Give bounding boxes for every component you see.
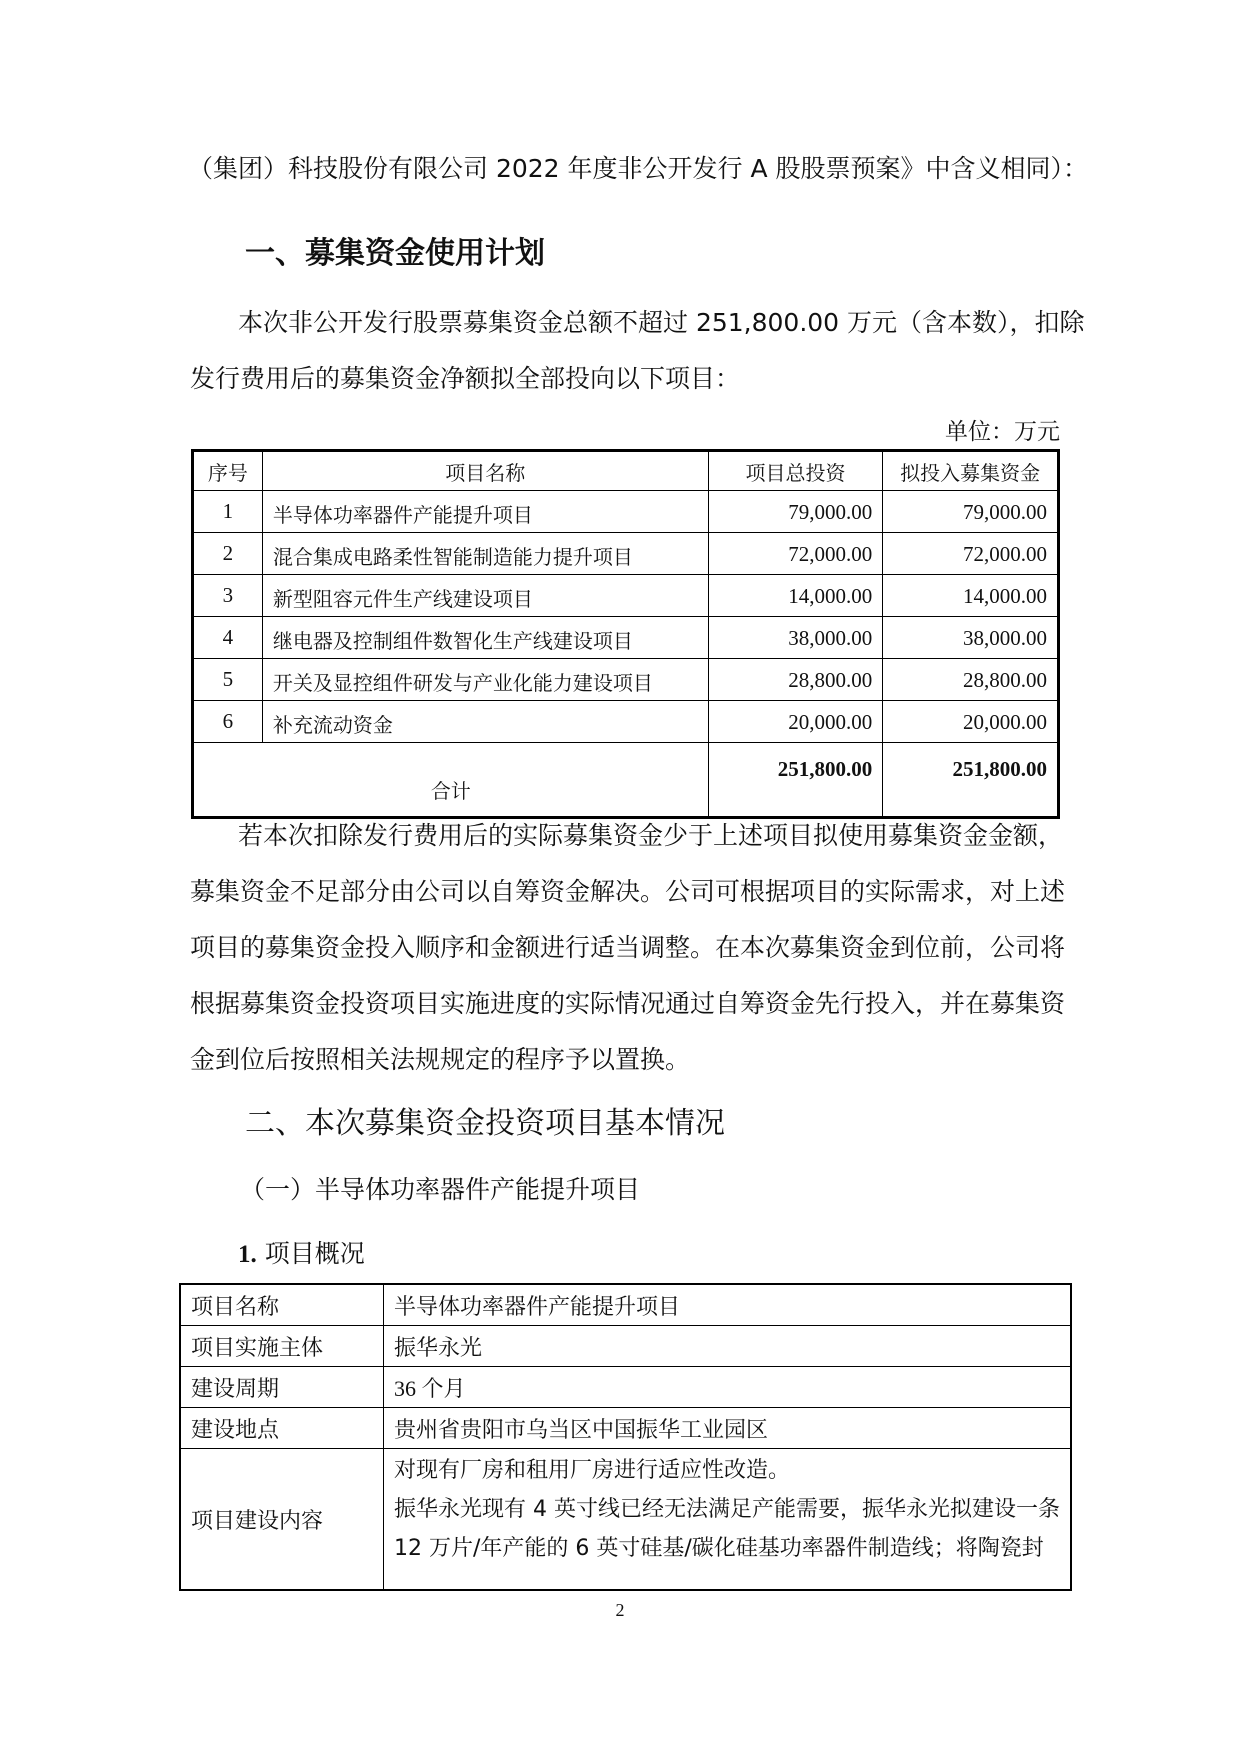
section-1-title: 一、募集资金使用计划 bbox=[245, 236, 545, 271]
subsection-1-title: （一）半导体功率器件产能提升项目 bbox=[240, 1175, 641, 1204]
header-total-investment: 项目总投资 bbox=[708, 451, 883, 491]
total-investment: 251,800.00 bbox=[708, 743, 883, 818]
intro-tail-text: （集团）科技股份有限公司 2022 年度非公开发行 A 股股票预案》中含义相同）： bbox=[188, 154, 1089, 183]
item-1-number: 1. bbox=[238, 1241, 257, 1268]
construction-line-2: 振华永光现有 4 英寸线已经无法满足产能需要，振华永光拟建设一条 bbox=[394, 1497, 1060, 1522]
header-project-name: 项目名称 bbox=[262, 451, 708, 491]
row-name: 混合集成电路柔性智能制造能力提升项目 bbox=[262, 533, 708, 575]
header-no: 序号 bbox=[193, 451, 263, 491]
fund-usage-table bbox=[191, 449, 1060, 819]
section-1-paragraph-line-1: 本次非公开发行股票募集资金总额不超过 251,800.00 万元（含本数），扣除 bbox=[238, 308, 1085, 337]
paragraph-2-line-3: 项目的募集资金投入顺序和金额进行适当调整。在本次募集资金到位前，公司将 bbox=[190, 933, 1066, 962]
page-number: 2 bbox=[615, 1600, 625, 1620]
total-raised: 251,800.00 bbox=[883, 743, 1059, 818]
project-overview-table bbox=[179, 1283, 1072, 1591]
info-value: 振华永光 bbox=[384, 1326, 1072, 1367]
item-1-heading bbox=[238, 1225, 1118, 1284]
row-no: 2 bbox=[193, 533, 263, 575]
row-raised: 72,000.00 bbox=[883, 533, 1059, 575]
table-row bbox=[180, 1449, 1071, 1591]
construction-line-1: 对现有厂房和租用厂房进行适应性改造。 bbox=[394, 1458, 791, 1483]
row-total: 14,000.00 bbox=[708, 575, 883, 617]
paragraph-2-line-1: 若本次扣除发行费用后的实际募集资金少于上述项目拟使用募集资金金额， bbox=[238, 821, 1064, 850]
paragraph-2-line-5: 金到位后按照相关法规规定的程序予以置换。 bbox=[190, 1045, 691, 1074]
header-raised-funds: 拟投入募集资金 bbox=[883, 451, 1059, 491]
row-name: 半导体功率器件产能提升项目 bbox=[262, 491, 708, 533]
table-row bbox=[193, 701, 1059, 743]
info-key: 项目建设内容 bbox=[180, 1449, 384, 1591]
total-label: 合计 bbox=[193, 743, 709, 818]
table-row bbox=[180, 1284, 1071, 1326]
row-raised: 14,000.00 bbox=[883, 575, 1059, 617]
table-row bbox=[193, 617, 1059, 659]
paragraph-2-line-2: 募集资金不足部分由公司以自筹资金解决。公司可根据项目的实际需求，对上述 bbox=[190, 877, 1066, 906]
row-name: 补充流动资金 bbox=[262, 701, 708, 743]
section-1-paragraph-line-2: 发行费用后的募集资金净额拟全部投向以下项目： bbox=[190, 364, 741, 393]
info-value: 贵州省贵阳市乌当区中国振华工业园区 bbox=[384, 1408, 1072, 1449]
row-no: 5 bbox=[193, 659, 263, 701]
info-key: 建设地点 bbox=[180, 1408, 384, 1449]
info-value: 36 个月 bbox=[384, 1367, 1072, 1408]
section-2-title: 二、本次募集资金投资项目基本情况 bbox=[245, 1106, 725, 1141]
info-value-construction bbox=[384, 1449, 1072, 1591]
row-no: 1 bbox=[193, 491, 263, 533]
info-key: 项目名称 bbox=[180, 1284, 384, 1326]
table-row bbox=[193, 659, 1059, 701]
row-raised: 28,800.00 bbox=[883, 659, 1059, 701]
row-name: 新型阻容元件生产线建设项目 bbox=[262, 575, 708, 617]
row-total: 38,000.00 bbox=[708, 617, 883, 659]
row-name: 开关及显控组件研发与产业化能力建设项目 bbox=[262, 659, 708, 701]
unit-label: 单位：万元 bbox=[945, 419, 1060, 445]
row-raised: 38,000.00 bbox=[883, 617, 1059, 659]
table-row bbox=[180, 1367, 1071, 1408]
row-no: 3 bbox=[193, 575, 263, 617]
info-value: 半导体功率器件产能提升项目 bbox=[384, 1284, 1072, 1326]
row-raised: 79,000.00 bbox=[883, 491, 1059, 533]
row-total: 72,000.00 bbox=[708, 533, 883, 575]
table-row bbox=[193, 491, 1059, 533]
construction-line-3: 12 万片/年产能的 6 英寸硅基/碳化硅基功率器件制造线；将陶瓷封 bbox=[394, 1536, 1044, 1561]
item-1-title: 项目概况 bbox=[264, 1239, 365, 1268]
row-no: 4 bbox=[193, 617, 263, 659]
row-total: 28,800.00 bbox=[708, 659, 883, 701]
table-row bbox=[180, 1408, 1071, 1449]
table-row bbox=[180, 1326, 1071, 1367]
table-row bbox=[193, 575, 1059, 617]
row-name: 继电器及控制组件数智化生产线建设项目 bbox=[262, 617, 708, 659]
paragraph-2-line-4: 根据募集资金投资项目实施进度的实际情况通过自筹资金先行投入，并在募集资 bbox=[190, 989, 1066, 1018]
table-header-row bbox=[193, 451, 1059, 491]
row-no: 6 bbox=[193, 701, 263, 743]
row-total: 20,000.00 bbox=[708, 701, 883, 743]
row-total: 79,000.00 bbox=[708, 491, 883, 533]
info-key: 项目实施主体 bbox=[180, 1326, 384, 1367]
info-key: 建设周期 bbox=[180, 1367, 384, 1408]
row-raised: 20,000.00 bbox=[883, 701, 1059, 743]
table-row bbox=[193, 533, 1059, 575]
